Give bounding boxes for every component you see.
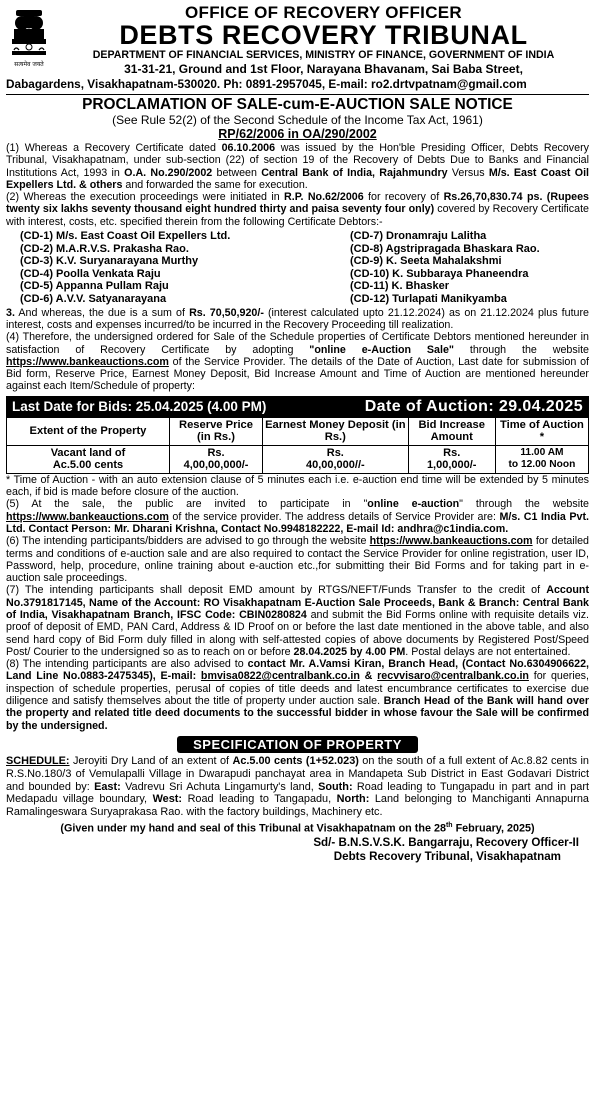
time-note: * Time of Auction - with an auto extension clause of 5 minutes each i.e. e-auction end time will be extended by 5 minutes each, if bid is made before closure of the auction. [6, 473, 589, 499]
debtor-item: (CD-4) Poolla Venkata Raju [20, 267, 161, 280]
column-header: Time of Auction * [495, 417, 588, 445]
svg-text:सत्यमेव जयते: सत्यमेव जयते [14, 61, 44, 68]
table-row [7, 445, 589, 473]
website-link[interactable]: https://www.bankeauctions.com [6, 510, 169, 523]
paragraph-8: (8) The intending participants are also advised to contact Mr. A.Vamsi Kiran, Branch Head, (Contact No.6304906622, Land Line No.0883-2475345), E-mail: bmvisa0822@centralbank.co.in & recvvisaro@centralbank.co.in for queries, inspection of schedule properties, perusal of copies of title deeds and latest encumbrance certificates to exercise due diligence and satisfy themselves about the title of property under auction sale. Branch Head of the Bank will hand over the property and related title deed documents to the successful bidder in whose favour the Sale will be confirmed by the undersigned. [6, 658, 589, 732]
given-under-seal: (Given under my hand and seal of this Tribunal at Visakhapatnam on the 28th February, 2025) [60, 822, 535, 835]
schedule-paragraph: SCHEDULE: Jeroyiti Dry Land of an extent of Ac.5.00 cents (1+52.023) on the south of a full extent of Ac.8.82 cents in R.S.No.180/3 of Vemulapalli Village in Dwarapudi panchayat area in Mandapeta Sub District in East Godavari District and bounded by: East: Vadrevu Sri Achuta Lingamurty's land, South: Road leading to Tungapadu in part and in part Medapadu village boundary, West: Road leading to Tangapadu, North: Land belonging to Manchiganti Annapurna Ramalingeswara Suryaprakasa Rao. with the factory buildings, Machinery etc. [6, 755, 589, 818]
website-link[interactable]: https://www.bankeauctions.com [6, 355, 169, 368]
extent-cell: Vacant land of Ac.5.00 cents [7, 445, 170, 473]
paragraph-1: (1) Whereas a Recovery Certificate dated 06.10.2006 was issued by the Hon'ble Presiding Officer, Debts Recovery Tribunal, Visakhapatnam, under sub-section (22) of section 19 of the Recovery of Debts Due to Banks and Financial Institutions Act, 1993 in O.A. No.290/2002 between Central Bank of India, Rajahmundry Versus M/s. East Coast Oil Expellers Ltd. & others and forwarded the same for execution. [6, 142, 590, 191]
emblem-icon [6, 6, 52, 72]
case-number: RP/62/2006 in OA/290/2002 [218, 127, 377, 141]
column-header: Extent of the Property [7, 417, 170, 445]
debtor-item: (CD-8) Agstripragada Bhaskara Rao. [350, 242, 540, 255]
debtor-item: (CD-2) M.A.R.V.S. Prakasha Rao. [20, 242, 189, 255]
table-header-row [7, 417, 589, 445]
office-title: OFFICE OF RECOVERY OFFICER [185, 3, 462, 22]
header [6, 4, 589, 77]
paragraph-6: (6) The intending participants/bidders are advised to go through the website https://www.bankeauctions.com for detailed terms and conditions of e-auction sale and are also required to contact the Service Provider for online registration, user ID, Password, help, procedure, online training about e-auction etc.,for submitting their Bid Forms and for taking part in e-auction sale proceedings. [6, 535, 589, 585]
email-link[interactable]: bmvisa0822@centralbank.co.in [200, 670, 360, 683]
specification-heading: SPECIFICATION OF PROPERTY [6, 736, 589, 753]
paragraph-7: (7) The intending participants shall deposit EMD amount by RTGS/NEFT/Funds Transfer to the credit of Account No.3791817145, Name of the Account: RO Visakhapatnam E-Auction Sale Proceeds, Bank & Branch: Central Bank of India, Visakhapatnam Branch, IFSC Code: CBIN0280824 and submit the Bid Forms online with requisite details viz. proof of deposit of EMD, PAN Card, Address & ID Proof on or before the last date mentioned in the above table, and also send hard copy of Bid Form duly filled in along with self-attested copies of above documents by Registered Post/Speed Post/ Courier to the undersigned so as to reach on or before 28.04.2025 by 4.00 PM. Postal delays are not entertained. [6, 584, 590, 658]
signature-line-1: Sd/- B.N.S.V.S.K. Bangarraju, Recovery Officer-II [313, 836, 579, 849]
debtor-item: (CD-10) K. Subbaraya Phaneendra [350, 267, 529, 280]
debtor-item: (CD-12) Turlapati Manikyamba [350, 293, 507, 306]
column-header: Earnest Money Deposit (in Rs.) [263, 417, 409, 445]
department-line: DEPARTMENT OF FINANCIAL SERVICES, MINISTRY OF FINANCE, GOVERNMENT OF INDIA [92, 49, 555, 61]
auction-table [6, 417, 589, 474]
emd-cell: Rs. 40,00,000//- [263, 445, 409, 473]
paragraph-3: 3. And whereas, the due is a sum of Rs. 70,50,920/- (interest calculated upto 21.12.2024) as on 21.12.2024 plus future interest, costs and expenses incurred/to be incurred in the Recovery Proceeding till realization. [6, 306, 589, 331]
signature-line-2: Debts Recovery Tribunal, Visakhapatnam [333, 850, 561, 863]
reserve-price-cell: Rs. 4,00,00,000/- [169, 445, 262, 473]
last-date-for-bids: Last Date for Bids: 25.04.2025 (4.00 PM) [12, 398, 267, 414]
column-header: Reserve Price (in Rs.) [169, 417, 262, 445]
address-line-1: 31-31-21, Ground and 1st Floor, Narayana Bhavanam, Sai Baba Street, [124, 62, 523, 76]
bid-increase-cell: Rs. 1,00,000/- [408, 445, 495, 473]
rule-reference: (See Rule 52(2) of the Second Schedule of the Income Tax Act, 1961) [112, 113, 483, 127]
paragraph-4: (4) Therefore, the undersigned ordered for Sale of the Schedule properties of Certificate Debtors mentioned hereunder in satisfaction of Recovery Certificate by adopting "online e-Auction Sale" through the website https://www.bankeauctions.com of the Service Provider. The details of the Date of Auction, Last date for submission of Bid form, Reserve Price, Earnest Money Deposit, Bid Increase Amount and Time of Auction are mentioned hereunder against each Item/Schedule of property: [6, 331, 589, 393]
debtor-item: (CD-11) K. Bhasker [350, 280, 450, 293]
address-line-2: Dabagardens, Visakhapatnam-530020. Ph: 0891-2957045, E-mail: ro2.drtvpatnam@gmail.com [6, 77, 527, 91]
certificate-debtors-list [6, 230, 589, 306]
debtor-item: (CD-5) Appanna Pullam Raju [20, 280, 169, 293]
debtor-item: (CD-7) Dronamraju Lalitha [350, 230, 487, 243]
time-cell: 11.00 AM to 12.00 Noon [495, 445, 588, 473]
debtor-item: (CD-3) K.V. Suryanarayana Murthy [20, 255, 199, 268]
paragraph-5: (5) At the sale, the public are invited to participate in "online e-auction" through the website https://www.bankeauctions.com of the service provider. The address details of Service Provider are: M/s. C1 India Pvt. Ltd. Contact Person: Mr. Dharani Krishna, Contact No.9948182222, E-mail Id: andhra@c1india.com. [6, 498, 589, 535]
notice-title: PROCLAMATION OF SALE-cum-E-AUCTION SALE NOTICE [6, 94, 589, 113]
debtor-item: (CD-1) M/s. East Coast Oil Expellers Ltd. [20, 230, 231, 243]
dates-bar [6, 396, 589, 417]
date-of-auction: Date of Auction: 29.04.2025 [364, 397, 583, 415]
email-link[interactable]: recvvisaro@centralbank.co.in [377, 670, 529, 683]
debtor-item: (CD-9) K. Seeta Mahalakshmi [350, 255, 502, 268]
paragraph-2: (2) Whereas the execution proceedings were initiated in R.P. No.62/2006 for recovery of Rs.26,70,830.74 ps. (Rupees twenty six lakhs seventy thousand eight hundred thirty and paisa seventy four only) covered by Recovery Certificate with interest, costs, etc. specified therein from the following Certificate Debtors:- [6, 191, 589, 228]
website-link[interactable]: https://www.bankeauctions.com [369, 535, 533, 548]
tribunal-title: DEBTS RECOVERY TRIBUNAL [119, 20, 528, 50]
column-header: Bid Increase Amount [408, 417, 495, 445]
debtor-item: (CD-6) A.V.V. Satyanarayana [20, 293, 167, 306]
